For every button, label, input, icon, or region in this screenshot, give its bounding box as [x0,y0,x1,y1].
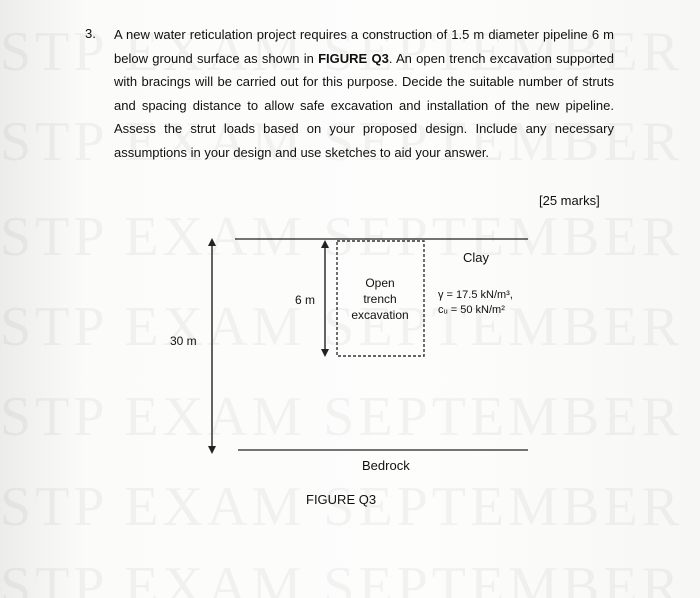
arrow-down-icon [208,446,216,454]
trench-label-line3: excavation [351,308,409,322]
trench-label-line2: trench [363,292,397,306]
unit-weight-label: γ = 17.5 kN/m³, [438,289,513,301]
question-text-part2: . An open trench excavation supported with bracings will be carried out for this purpose. Decide the suitable number of struts and spacing distance to allow safe excavation and installation of the new pipeline. Assess the strut loads based on your proposed design. Include any necessary assumptions in your design and use sketches to aid your answer. [114,50,614,160]
arrow-down-icon [321,349,329,357]
bedrock-layer-label: Bedrock [362,458,410,473]
total-depth-label: 30 m [170,334,197,348]
cohesion-label: cᵤ = 50 kN/m² [438,304,505,316]
figure-caption: FIGURE Q3 [306,492,377,507]
figure-reference: FIGURE Q3 [318,50,389,66]
marks-label: [25 marks] [539,193,600,208]
arrow-up-icon [321,240,329,248]
clay-layer-label: Clay [463,250,490,265]
trench-depth-label: 6 m [295,293,316,307]
trench-label-line1: Open [365,276,395,290]
arrow-up-icon [208,238,216,246]
question-text-part1: A new water reticulation project requires a construction of 1.5 m diameter pipeline 6 m below ground surface as shown in [114,27,614,66]
question-number: 3. [85,26,96,41]
